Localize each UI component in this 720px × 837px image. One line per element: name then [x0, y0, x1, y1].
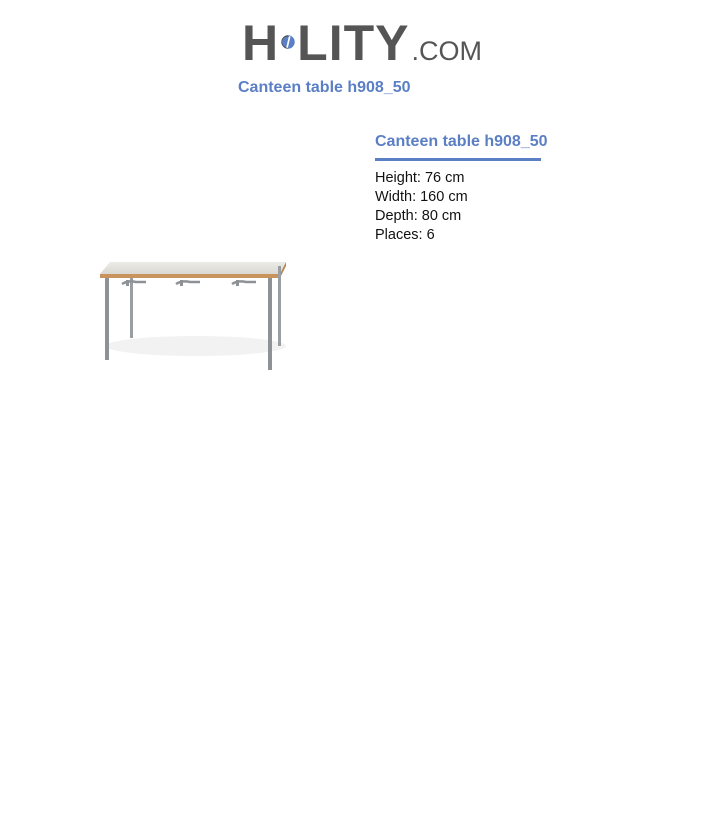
product-title: Canteen table h908_50	[375, 133, 548, 150]
canteen-table-illustration	[96, 254, 292, 374]
spec-places: Places: 6	[375, 227, 435, 243]
logo-o-icon	[281, 21, 295, 63]
spec-width: Width: 160 cm	[375, 189, 468, 205]
logo-letter-h: H	[242, 15, 280, 71]
page-title: Canteen table h908_50	[238, 79, 411, 96]
logo-letters: LITY	[297, 15, 410, 71]
title-underline	[375, 158, 541, 161]
spec-height: Height: 76 cm	[375, 170, 465, 186]
spec-depth: Depth: 80 cm	[375, 208, 462, 224]
site-logo[interactable]	[242, 10, 482, 71]
product-info	[375, 132, 548, 245]
logo-domain: .COM	[411, 36, 482, 66]
